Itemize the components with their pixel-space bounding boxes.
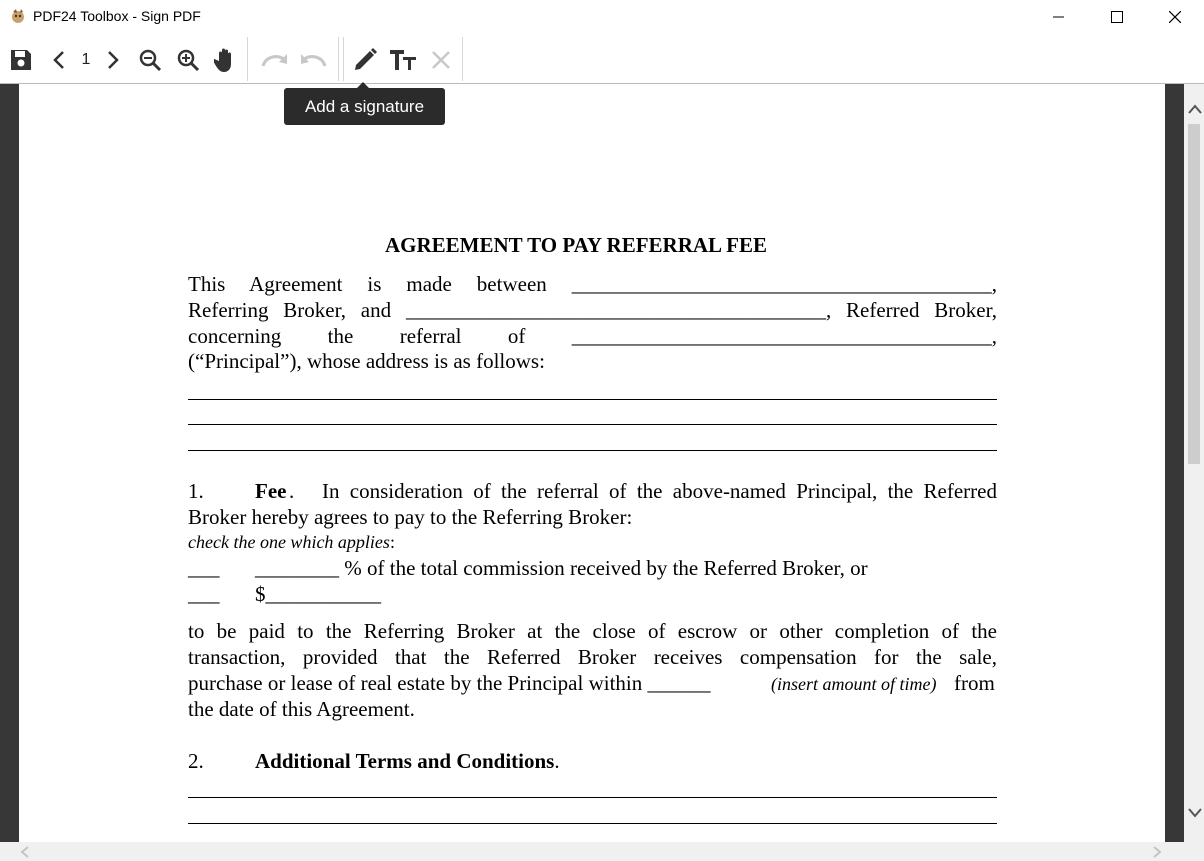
vertical-scroll-thumb[interactable] <box>1188 124 1200 464</box>
option-2-blank: ___ <box>188 582 220 606</box>
title-bar <box>0 0 1204 33</box>
intro-line-3: concerning the referral of ________________________________________, <box>188 324 997 348</box>
page-number[interactable]: 1 <box>81 51 91 68</box>
option-2-text: $___________ <box>255 582 381 606</box>
intro-line-1: This Agreement is made between ________________________________________, <box>188 272 997 296</box>
toolbar <box>0 33 1204 84</box>
payment-line-3a: purchase or lease of real estate by the Principal within ______ <box>188 671 711 695</box>
add-text-button[interactable] <box>388 45 418 75</box>
section-1-number: 1. <box>188 479 204 503</box>
document-viewer[interactable] <box>0 84 1204 861</box>
section-1-line-2: Broker hereby agrees to pay to the Referring Broker: <box>188 505 633 529</box>
save-button[interactable] <box>6 45 36 75</box>
zoom-out-button[interactable] <box>135 45 165 75</box>
prev-page-button[interactable] <box>44 45 74 75</box>
left-gutter <box>0 84 19 861</box>
section-1-title-period: . <box>289 479 295 503</box>
option-1-blank: ___ <box>188 556 220 580</box>
navigation-group <box>0 37 248 81</box>
scroll-right-icon[interactable] <box>1152 846 1162 858</box>
redo-button[interactable] <box>260 45 290 75</box>
instruction-text: check the one which applies: <box>188 532 395 552</box>
section-1-title: Fee <box>255 479 287 503</box>
history-group <box>256 37 339 81</box>
pan-tool-button[interactable] <box>211 45 241 75</box>
payment-line-2: transaction, provided that the Referred Broker receives compensation for the sale, <box>188 645 997 669</box>
maximize-icon <box>1111 11 1123 23</box>
text-icon <box>389 48 417 72</box>
close-icon <box>1169 11 1181 23</box>
window-title: PDF24 Toolbox - Sign PDF <box>33 8 201 24</box>
zoom-in-button[interactable] <box>173 45 203 75</box>
section-2-title: Additional Terms and Conditions. <box>255 749 560 773</box>
undo-icon <box>298 50 328 70</box>
zoom-in-icon <box>176 48 200 72</box>
address-line-3 <box>188 450 997 451</box>
instruction-label: check the one which applies <box>188 532 390 552</box>
document-heading: AGREEMENT TO PAY REFERRAL FEE <box>385 233 767 257</box>
intro-line-2: Referring Broker, and ________________________________________, Referred Broker, <box>188 298 997 322</box>
delete-icon <box>431 50 451 70</box>
payment-line-3c: from <box>954 671 995 695</box>
vertical-scrollbar[interactable] <box>1184 84 1204 842</box>
next-page-icon <box>106 50 120 70</box>
redo-icon <box>260 50 290 70</box>
section-1-line-1: In consideration of the referral of the above-named Principal, the Referred <box>322 479 997 503</box>
prev-page-icon <box>52 50 66 70</box>
app-logo-icon <box>10 8 27 25</box>
terms-line-1 <box>188 797 997 798</box>
scroll-left-icon[interactable] <box>20 846 30 858</box>
minimize-icon <box>1053 11 1065 23</box>
hand-icon <box>214 47 238 73</box>
intro-line-4: (“Principal”), whose address is as follows: <box>188 349 545 373</box>
maximize-button[interactable] <box>1088 0 1146 33</box>
signature-tooltip: Add a signature <box>284 88 445 125</box>
terms-line-2 <box>188 823 997 824</box>
sign-group <box>343 37 463 81</box>
delete-button[interactable] <box>426 45 456 75</box>
zoom-out-icon <box>138 48 162 72</box>
next-page-button[interactable] <box>98 45 128 75</box>
minimize-button[interactable] <box>1030 0 1088 33</box>
payment-line-3b: (insert amount of time) <box>771 674 937 694</box>
section-2-title-text: Additional Terms and Conditions <box>255 749 555 773</box>
close-window-button[interactable] <box>1146 0 1204 33</box>
horizontal-scrollbar[interactable] <box>0 842 1204 861</box>
address-line-1 <box>188 399 997 400</box>
add-signature-button[interactable] <box>350 45 380 75</box>
right-gutter <box>1165 84 1184 861</box>
save-icon <box>9 48 33 72</box>
pen-icon <box>352 47 378 73</box>
scroll-down-icon[interactable] <box>1188 808 1202 818</box>
section-2-number: 2. <box>188 749 204 773</box>
option-1-text: ________ % of the total commission received by the Referred Broker, or <box>255 556 868 580</box>
scroll-up-icon[interactable] <box>1188 104 1202 114</box>
payment-line-4: the date of this Agreement. <box>188 697 415 721</box>
payment-line-1: to be paid to the Referring Broker at the close of escrow or other completion of the <box>188 619 997 643</box>
undo-button[interactable] <box>298 45 328 75</box>
address-line-2 <box>188 424 997 425</box>
